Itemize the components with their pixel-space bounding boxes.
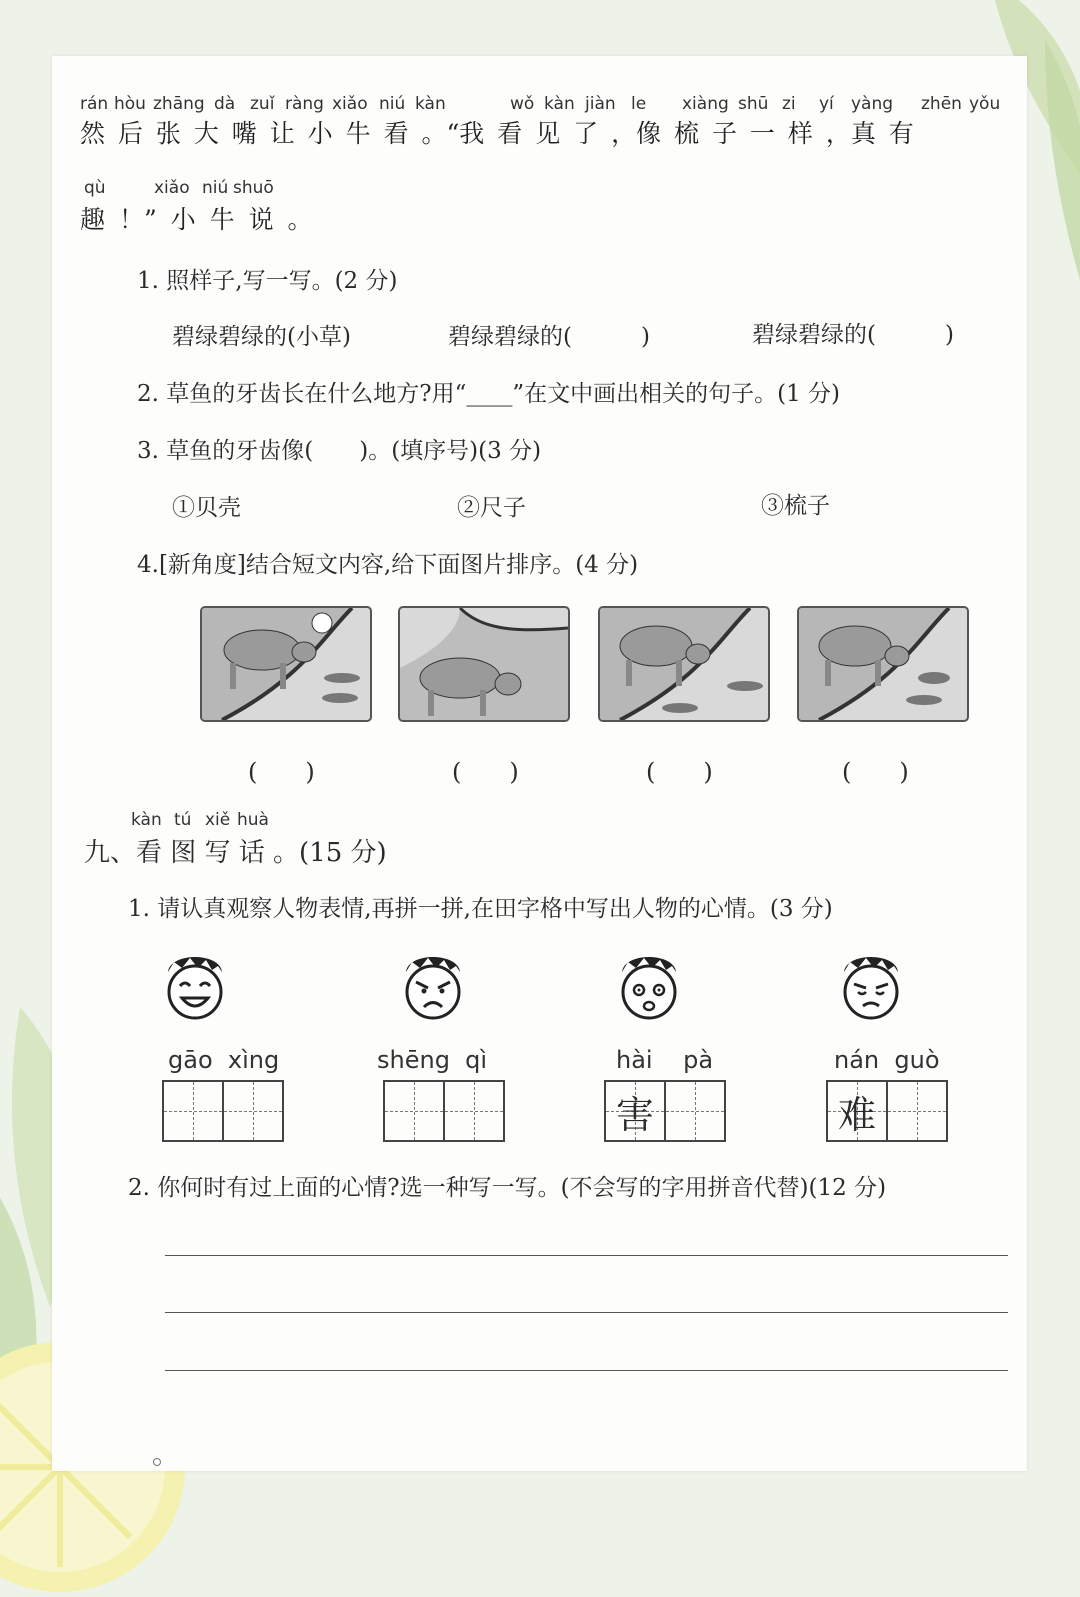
question-2: 2. 草鱼的牙齿长在什么地方?用“____”在文中画出相关的句子。(1 分) — [137, 381, 840, 407]
q3-option-2: ②尺子 — [457, 495, 526, 521]
passage-text-line2: 趣 ！” 小 牛 说 。 — [80, 205, 313, 234]
tianzige-grid-1 — [162, 1080, 284, 1142]
story-picture-3 — [598, 606, 770, 722]
story-picture-1 — [200, 606, 372, 722]
section9-title: 九、看 图 写 话 。(15 分) — [84, 838, 387, 868]
tianzige-cell[interactable]: 害 — [606, 1082, 664, 1140]
mood-pinyin-4: nán guò — [834, 1046, 940, 1074]
tianzige-cell[interactable] — [886, 1082, 946, 1140]
mood-pinyin-3: hài pà — [616, 1046, 714, 1074]
section9-sub1: 1. 请认真观察人物表情,再拼一拼,在田字格中写出人物的心情。(3 分) — [128, 896, 833, 922]
question-3: 3. 草鱼的牙齿像( )。(填序号)(3 分) — [137, 438, 542, 464]
question-1: 1. 照样子,写一写。(2 分) — [137, 268, 398, 294]
writing-line-2[interactable] — [165, 1312, 1008, 1313]
writing-line-1[interactable] — [165, 1255, 1008, 1256]
section9-sub2: 2. 你何时有过上面的心情?选一种写一写。(不会写的字用拼音代替)(12 分) — [128, 1175, 887, 1201]
sad-face-icon — [836, 950, 906, 1026]
order-blank-2[interactable]: ( ) — [452, 758, 519, 786]
happy-face-icon — [160, 950, 230, 1026]
q3-option-1: ①贝壳 — [172, 495, 241, 521]
tianzige-cell[interactable] — [164, 1082, 222, 1140]
tianzige-cell[interactable] — [385, 1082, 443, 1140]
tianzige-cell[interactable] — [443, 1082, 503, 1140]
tianzige-cell[interactable] — [222, 1082, 282, 1140]
tianzige-grid-4 — [826, 1080, 948, 1142]
order-blank-1[interactable]: ( ) — [248, 758, 315, 786]
q3-option-3: ③梳子 — [761, 493, 830, 519]
tianzige-grid-3 — [604, 1080, 726, 1142]
tianzige-cell[interactable]: 难 — [828, 1082, 886, 1140]
tianzige-cell[interactable] — [664, 1082, 724, 1140]
angry-face-icon — [398, 950, 468, 1026]
q1-example: 碧绿碧绿的(小草) — [172, 324, 351, 350]
q1-blank-1[interactable]: 碧绿碧绿的( ) — [448, 324, 650, 350]
question-4: 4.[新角度]结合短文内容,给下面图片排序。(4 分) — [137, 552, 639, 578]
order-blank-3[interactable]: ( ) — [646, 758, 713, 786]
story-picture-2 — [398, 606, 570, 722]
q1-blank-2[interactable]: 碧绿碧绿的( ) — [752, 322, 954, 348]
scared-face-icon — [614, 950, 684, 1026]
order-blank-4[interactable]: ( ) — [842, 758, 909, 786]
writing-line-3[interactable] — [165, 1370, 1008, 1371]
story-picture-4 — [797, 606, 969, 722]
passage-text-line1: 然 后 张 大 嘴 让 小 牛 看 。“我 看 见 了 ，像 梳 子 一 样 ，真 有 — [80, 119, 914, 148]
mood-pinyin-1: gāo xìng — [168, 1046, 280, 1074]
tianzige-grid-2 — [383, 1080, 505, 1142]
mood-pinyin-2: shēng qì — [377, 1046, 488, 1074]
page-dot-icon — [153, 1458, 161, 1466]
